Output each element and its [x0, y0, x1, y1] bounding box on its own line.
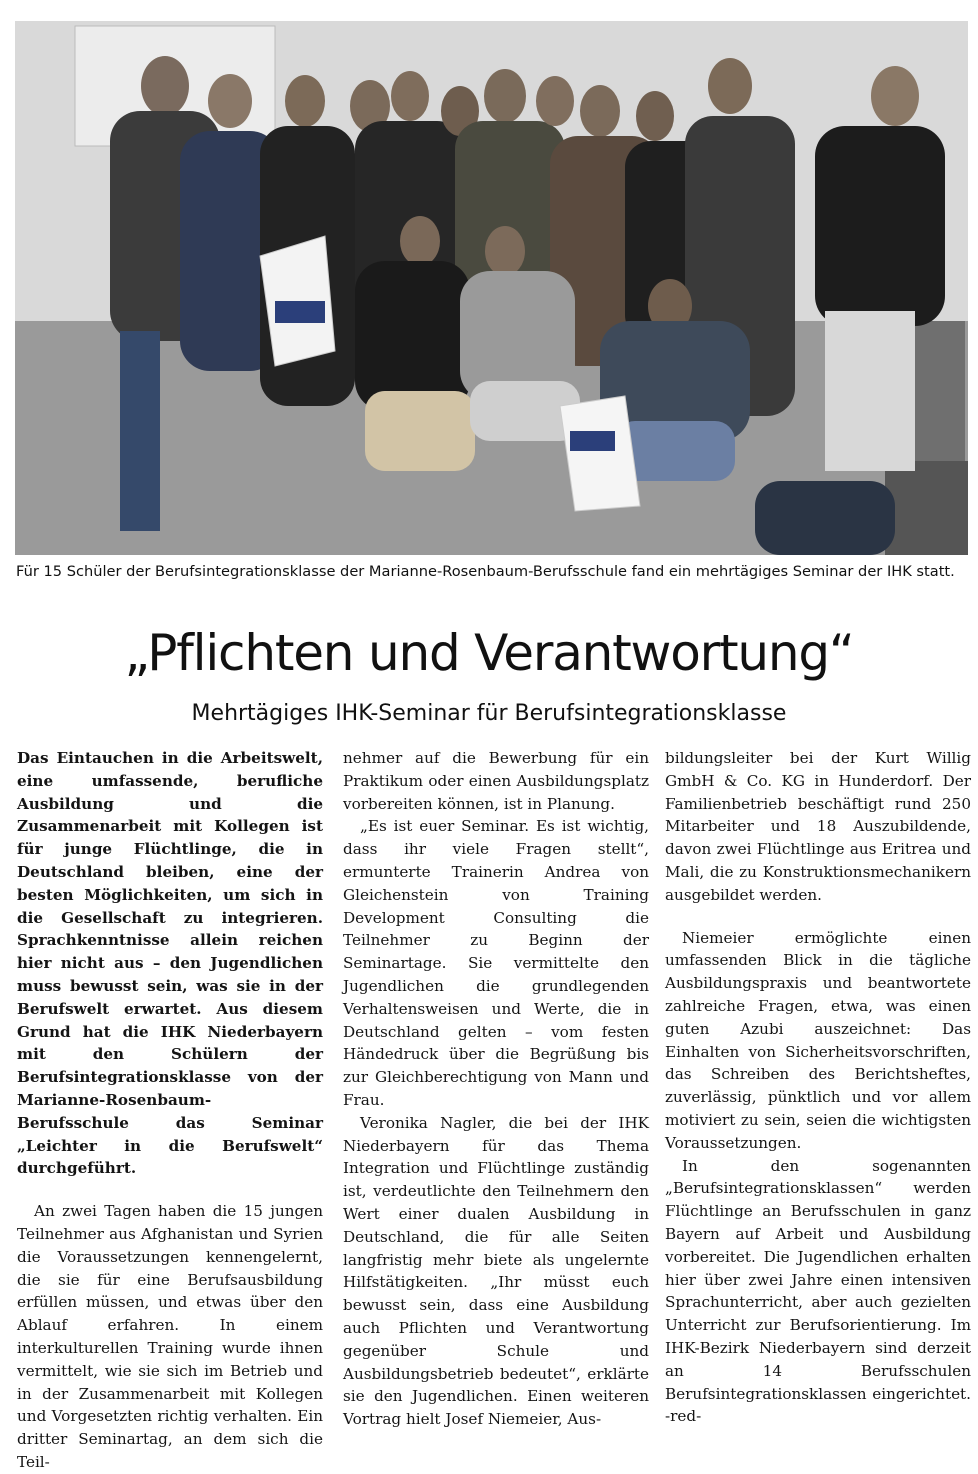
group-photo [15, 21, 968, 555]
article-column-2 [343, 747, 649, 1431]
group-photo-illustration [15, 21, 968, 555]
body-paragraph: bildungsleiter bei der Kurt Willig GmbH & Co. KG in Hunderdorf. Der Familienbetrieb beschäftigt rund 250 Mitarbeiter und 18 Auszubildende, davon zwei Flüchtlinge aus Eritrea und Mali, die zu Konstruktionsmechanikern ausgebildet werden. [665, 749, 971, 904]
article-column-1 [17, 747, 323, 1474]
photo-caption: Für 15 Schüler der Berufsintegrationsklasse der Marianne-Rosenbaum-Berufsschule fand ein mehrtägiges Seminar der IHK statt. [16, 563, 955, 580]
lead-paragraph: Das Eintauchen in die Arbeitswelt, eine umfassende, berufliche Ausbildung und die Zusammenarbeit mit Kollegen ist für junge Flüchtlinge, die in Deutschland bleiben, eine der besten Möglichkeiten, um sich in die Gesellschaft zu integrieren. Sprachkenntnisse allein reichen hier nicht aus – den Jugendlichen muss bewusst sein, was sie in der Berufswelt erwartet. Aus diesem Grund hat die IHK Niederbayern mit den Schülern der Berufsintegrationsklasse von der Marianne-Rosenbaum-Berufsschule das Seminar „Leichter in die Berufswelt“ durchgeführt. [17, 749, 323, 1178]
headline: „Pflichten und Verantwortung“ [124, 624, 854, 682]
subheadline: Mehrtägiges IHK-Seminar für Berufsintegrationsklasse [191, 701, 787, 726]
body-paragraph: Veronika Nagler, die bei der IHK Niederbayern für das Thema Integration und Flüchtlinge zuständig ist, verdeutlichte den Teilnehmern den Wert einer dualen Ausbildung in Deutschland, die für alle Seiten langfristig mehr biete als ungelernte Hilfstätigkeiten. „Ihr müsst euch bewusst sein, dass eine Ausbildung auch Pflichten und Verantwortung gegenüber Schule und Ausbildungsbetrieb bedeutet“, erklärte sie den Jugendlichen. Einen weiteren Vortrag hielt Josef Niemeier, Aus- [343, 1113, 649, 1429]
body-paragraph: Niemeier ermöglichte einen umfassenden Blick in die tägliche Ausbildungspraxis und beantwortete zahlreiche Fragen, etwa, was einen guten Azubi auszeichnet: Das Einhalten von Sicherheitsvorschriften, das Schreiben des Berichtsheftes, zuverlässig, pünktlich und vor allem motiviert zu sein, seien die wichtigsten Voraussetzungen. [665, 928, 971, 1152]
body-paragraph: In den sogenannten „Berufsintegrationsklassen“ werden Flüchtlinge an Berufsschulen in ganz Bayern auf Arbeit und Ausbildung vorbereitet. Die Jugendlichen erhalten hier über zwei Jahre einen intensiven Sprachunterricht, aber auch gezielten Unterricht zur Berufsorientierung. Im IHK-Bezirk Niederbayern sind derzeit an 14 Berufsschulen Berufsintegrationsklassen eingerichtet. -red- [665, 1156, 971, 1426]
body-paragraph: nehmer auf die Bewerbung für ein Praktikum oder einen Ausbildungsplatz vorbereiten können, ist in Planung. [343, 749, 649, 813]
body-paragraph: An zwei Tagen haben die 15 jungen Teilnehmer aus Afghanistan und Syrien die Voraussetzungen kennengelernt, die sie für eine Berufsausbildung erfüllen müssen, und etwas über den Ablauf erfahren. In einem interkulturellen Training wurde ihnen vermittelt, wie sie sich im Betrieb und in der Zusammenarbeit mit Kollegen und Vorgesetzten richtig verhalten. Ein dritter Seminartag, an dem sich die Teil- [17, 1202, 323, 1471]
body-paragraph: „Es ist euer Seminar. Es ist wichtig, dass ihr viele Fragen stellt“, ermunterte Trainerin Andrea von Gleichenstein von Training Development Consulting die Teilnehmer zu Beginn der Seminartage. Sie vermittelte den Jugendlichen die grundlegenden Verhaltensweisen und Werte, die in Deutschland gelten – vom festen Händedruck über die Begrüßung bis zur Gleichberechtigung von Mann und Frau. [343, 817, 649, 1109]
article-column-3 [665, 747, 971, 1428]
